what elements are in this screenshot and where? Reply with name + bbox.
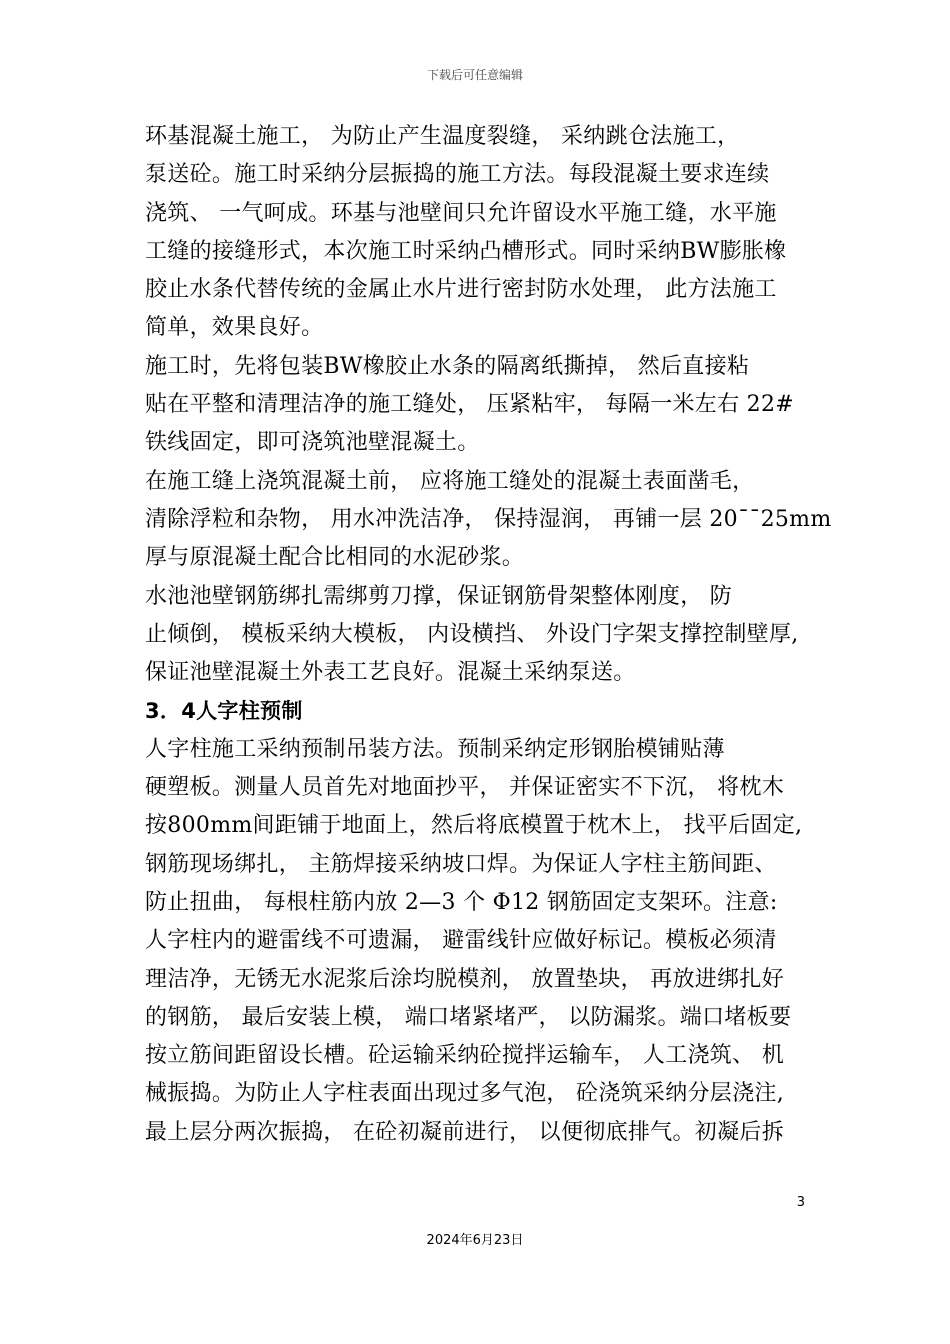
text-line: 保证池壁混凝土外表工艺良好。混凝土采纳泵送。 (145, 660, 636, 686)
text-line: 浇筑、 一气呵成。环基与池壁间只允许留设水平施工缝，水平施 (145, 200, 777, 226)
text-line: 按800mm间距铺于地面上，然后将底模置于枕木上， 找平后固定, (145, 813, 803, 839)
text-line: 械振捣。为防止人字柱表面出现过多气泡， 砼浇筑采纳分层浇注, (145, 1081, 784, 1107)
text-line: 泵送砼。施工时采纳分层振捣的施工方法。每段混凝土要求连续 (145, 162, 770, 188)
section-heading: 3．4人字柱预制 (145, 699, 303, 724)
text-line: 钢筋现场绑扎， 主筋焊接采纳坡口焊。为保证人字柱主筋间距、 (145, 851, 777, 877)
text-line: 水池池壁钢筋绑扎需绑剪刀撑，保证钢筋骨架整体刚度， 防 (145, 583, 733, 609)
page-footer-date: 2024年6月23日 (426, 1233, 524, 1248)
page-header-note: 下载后可任意编辑 (426, 68, 523, 82)
text-line: 硬塑板。测量人员首先对地面抄平， 并保证密实不下沉， 将枕木 (145, 775, 784, 801)
text-line: 工缝的接缝形式，本次施工时采纳凸槽形式。同时采纳BW膨胀橡 (145, 238, 787, 264)
document-body (145, 118, 832, 1152)
text-line: 环基混凝土施工， 为防止产生温度裂缝， 采纳跳仓法施工， (145, 124, 740, 149)
text-line: 施工时，先将包装BW橡胶止水条的隔离纸撕掉， 然后直接粘 (145, 353, 750, 379)
text-line: 胶止水条代替传统的金属止水片进行密封防水处理， 此方法施工 (145, 277, 777, 303)
text-line: 在施工缝上浇筑混凝土前， 应将施工缝处的混凝土表面凿毛， (145, 468, 755, 494)
text-line: 的钢筋， 最后安装上模， 端口堵紧堵严， 以防漏浆。端口堵板要 (145, 1004, 792, 1030)
text-line: 最上层分两次振捣， 在砼初凝前进行， 以便彻底排气。初凝后拆 (145, 1119, 784, 1145)
page-number: 3 (796, 1195, 805, 1210)
text-line: 止倾倒， 模板采纳大模板， 内设横挡、 外设门字架支撑控制壁厚, (145, 621, 799, 647)
text-line: 清除浮粒和杂物， 用水冲洗洁净， 保持湿润， 再铺一层 20¯¯25mm (145, 506, 832, 532)
text-line: 人字柱内的避雷线不可遗漏， 避雷线针应做好标记。模板必须清 (145, 928, 777, 954)
text-line: 理洁净，无锈无水泥浆后涂均脱模剂， 放置垫块， 再放进绑扎好 (145, 966, 784, 992)
text-line: 防止扭曲， 每根柱筋内放 2—3 个 Φ12 钢筋固定支架环。注意: (145, 889, 778, 915)
text-line: 按立筋间距留设长槽。砼运输采纳砼搅拌运输车， 人工浇筑、 机 (145, 1043, 784, 1069)
text-line: 厚与原混凝土配合比相同的水泥砂浆。 (145, 545, 525, 571)
text-line: 贴在平整和清理洁净的施工缝处， 压紧粘牢， 每隔一米左右 22# (145, 392, 795, 418)
text-line: 铁线固定，即可浇筑池壁混凝土。 (145, 430, 480, 456)
text-line: 简单，效果良好。 (145, 315, 324, 341)
text-line: 人字柱施工采纳预制吊装方法。预制采纳定形钢胎模铺贴薄 (145, 736, 725, 762)
